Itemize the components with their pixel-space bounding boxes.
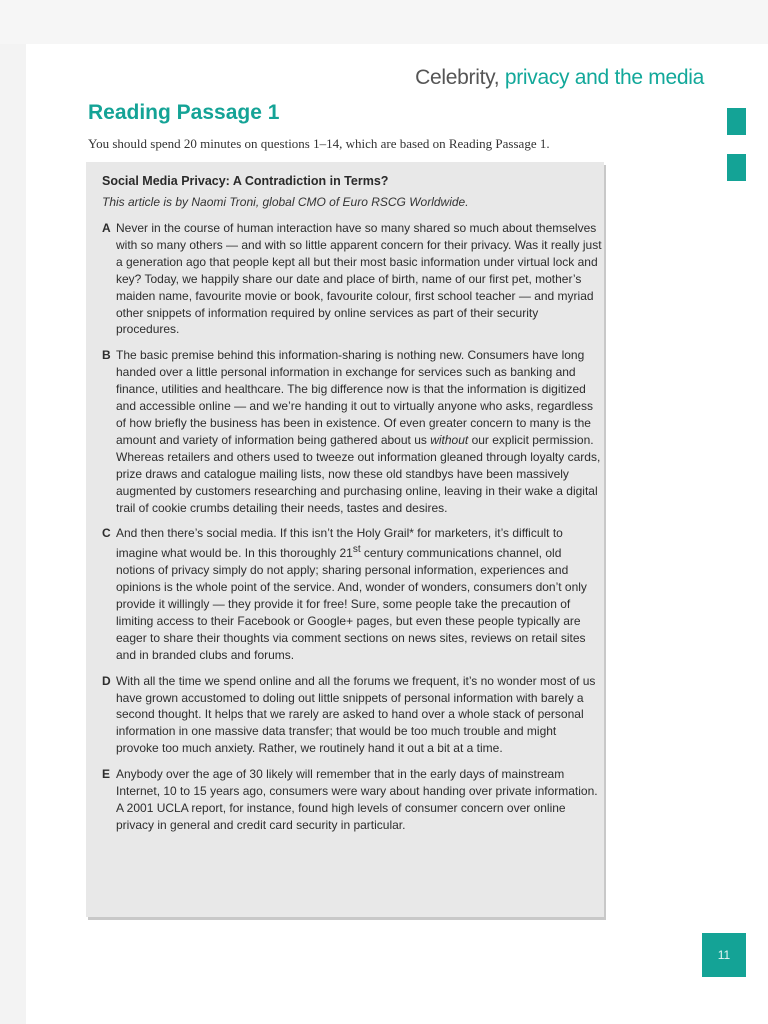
side-tab-marker [727, 154, 746, 181]
article-box [86, 162, 604, 917]
page-title: Reading Passage 1 [88, 101, 280, 124]
paragraph-text-part: our explicit permission. Whereas retailers and others used to tweeze out information gleaned through loyalty cards, prize draws and catalogue mailing lists, now these old standbys have been massively augmented by customers researching and purchasing online, leaving in their wake a digital trail of cookie crumbs detailing their needs, tastes and desires. [116, 432, 601, 515]
paragraph-text [116, 525, 602, 663]
paragraph-a [102, 220, 602, 338]
scan-margin-top [0, 0, 768, 44]
paragraph-letter: E [102, 767, 111, 782]
paragraph-text: Anybody over the age of 30 likely will remember that in the early days of mainstream Internet, 10 to 15 years ago, consumers were wary about handing over private information. A 2001 UCLA report, for instance, found high levels of consumer concern over online privacy in general and credit card security in particular. [116, 767, 598, 832]
instruction-text: You should spend 20 minutes on questions 1–14, which are based on Reading Passage 1. [88, 136, 550, 151]
ordinal-superscript: st [352, 544, 361, 556]
paragraph-emphasis: without [430, 432, 469, 447]
paragraph-text-part: century communications channel, old notions of privacy simply do not apply; sharing personal information, experiences and opinions is the whole point of the service. And, wonder of wonders, consumers don’t only provide it willingly — they provide it for free! Sure, some people take the precaution of limiting access to their Facebook or Google+ pages, but even these people typically are eager to share their thoughts via comment sections on news sites, reviews on retail sites and in branded clubs and forums. [116, 546, 587, 662]
article-content [102, 174, 602, 843]
section-header-accent: privacy and the media [504, 66, 704, 89]
book-page [26, 44, 746, 980]
paragraph-text-part: The basic premise behind this information-sharing is nothing new. Consumers have long handed over a little personal information in exchange for services such as banking and finance, utilities and healthcare. The big difference now is that the information is digitized and accessible online — and we’re handing it out to virtually anyone who asks, regardless of how briefly the business has been in existence. Of even greater concern to many is the amount and variety of information being gathered about us [116, 348, 593, 447]
paragraph-text: Never in the course of human interaction have so many shared so much about themselves with so many others — and with so little apparent concern for their privacy. Was it really just a generation ago that people kept all but their most basic information under virtual lock and key? Today, we happily share our date and place of birth, name of our first pet, mother’s maiden name, favourite movie or book, favourite colour, first school teacher — and myriad other snippets of information required by online services as part of their security procedures. [116, 221, 602, 337]
side-tab-marker [727, 108, 746, 135]
paragraph-text [116, 347, 602, 516]
article-title: Social Media Privacy: A Contradiction in Terms? [102, 174, 389, 188]
paragraph-letter: B [102, 348, 111, 363]
paragraph-c [102, 525, 602, 663]
scan-margin-left [0, 0, 26, 1024]
paragraph-b [102, 347, 602, 516]
paragraph-text: With all the time we spend online and all the forums we frequent, it’s no wonder most of us have grown accustomed to doling out little snippets of personal information with barely a second thought. It helps that we rarely are asked to hand over a whole stack of personal information in one massive data transfer; that would be too much trouble and might provoke too much anxiety. Rather, we routinely hand it out a bit at a time. [116, 673, 596, 756]
article-byline: This article is by Naomi Troni, global CMO of Euro RSCG Worldwide. [102, 195, 469, 209]
paragraph-letter: D [102, 673, 111, 688]
section-header-prefix: Celebrity, [415, 66, 500, 89]
paragraph-d [102, 673, 602, 758]
section-header [415, 66, 704, 90]
paragraph-e [102, 766, 602, 834]
paragraph-letter: A [102, 221, 111, 235]
paragraph-text-part: And then there’s social media. If this isn’t the Holy Grail* for marketers, it’s difficult to imagine what would be. In this thoroughly 21 [116, 526, 563, 561]
page-number: 11 [702, 933, 746, 977]
paragraph-letter: C [102, 526, 111, 541]
